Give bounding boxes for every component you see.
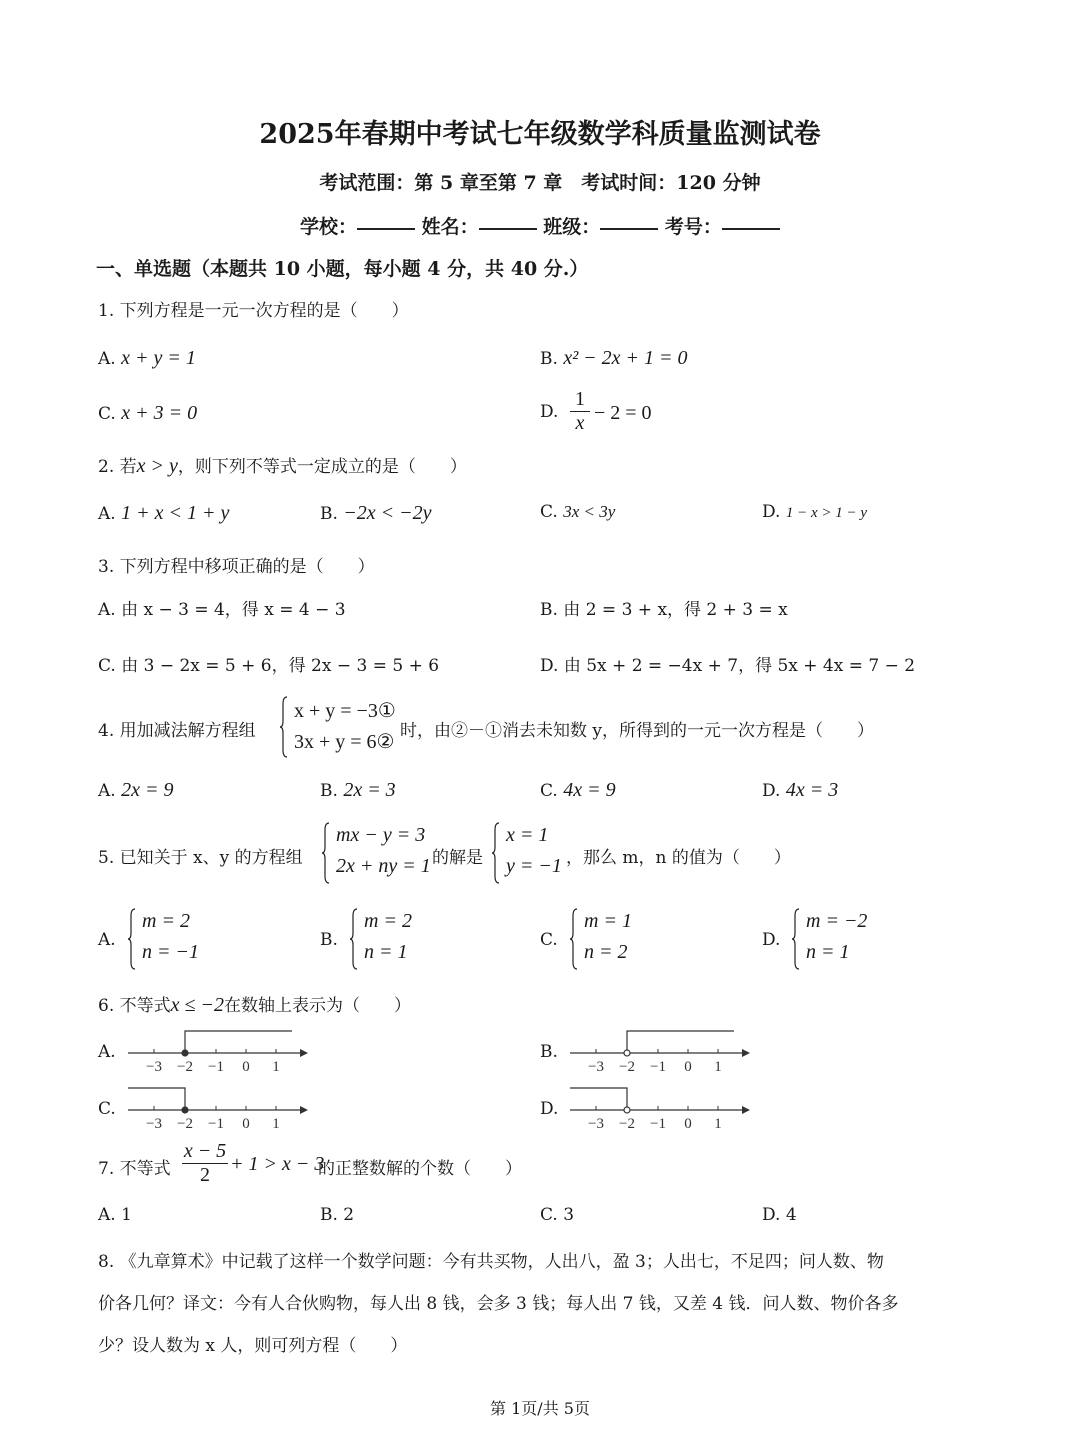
tick-label: 1 bbox=[272, 1059, 280, 1075]
q5-a-n: n = −1 bbox=[142, 941, 199, 963]
q5-a-m: m = 2 bbox=[142, 910, 190, 932]
q6-option-a-number-line bbox=[124, 1026, 314, 1076]
q4-option-d: D. 4x = 3 bbox=[762, 779, 839, 801]
q6-option-a-label: A. bbox=[98, 1042, 116, 1062]
q5-c-n: n = 2 bbox=[584, 941, 628, 963]
exam-number-blank bbox=[722, 227, 780, 230]
q4-stem-end: 时，由②－①消去未知数 y，所得到的一元一次方程是（ ） bbox=[400, 721, 875, 741]
tick-label: 1 bbox=[714, 1116, 722, 1132]
section-heading: 一、单选题（本题共 10 小题，每小题 4 分，共 40 分.） bbox=[96, 258, 589, 280]
brace-icon bbox=[128, 908, 136, 970]
q5-eq1: mx − y = 3 bbox=[336, 824, 426, 846]
q5-solution-system bbox=[492, 822, 572, 884]
q3-option-a: A. 由 x − 3 = 4，得 x = 4 − 3 bbox=[98, 600, 346, 620]
q1-option-a: A. x + y = 1 bbox=[98, 347, 196, 369]
tick-label: −1 bbox=[208, 1059, 224, 1075]
q4-eq1: x + y = −3① bbox=[294, 700, 396, 722]
q5-option-b bbox=[350, 908, 440, 970]
solution-ray bbox=[570, 1088, 627, 1110]
brace-icon bbox=[350, 908, 358, 970]
q3-option-c: C. 由 3 − 2x = 5 + 6，得 2x − 3 = 5 + 6 bbox=[98, 656, 440, 676]
q6-option-c-label: C. bbox=[98, 1099, 116, 1119]
q8-line-1: 8. 《九章算术》中记载了这样一个数学问题：今有共买物，人出八，盈 3；人出七，不足四；问人数、物 bbox=[98, 1252, 884, 1272]
tick-label: −1 bbox=[650, 1116, 666, 1132]
page-title: 2025年春期中考试七年级数学科质量监测试卷 bbox=[259, 119, 821, 150]
hollow-point bbox=[624, 1107, 630, 1113]
tick-label: 0 bbox=[242, 1116, 250, 1132]
q5-eq2: 2x + ny = 1 bbox=[336, 855, 431, 877]
q8-line-3: 少？设人数为 x 人，则可列方程（ ） bbox=[98, 1336, 408, 1356]
tick-label: −2 bbox=[177, 1059, 193, 1075]
q2-option-d: D. 1 − x > 1 − y bbox=[762, 502, 868, 522]
q1-option-d-rest: − 2 = 0 bbox=[594, 402, 652, 424]
name-blank bbox=[479, 227, 537, 230]
tick-label: 0 bbox=[684, 1116, 692, 1132]
q5-sol2: y = −1 bbox=[506, 855, 562, 877]
q1-option-d-label: D. bbox=[540, 402, 559, 422]
q6-option-b-number-line bbox=[566, 1026, 756, 1076]
q4-option-c: C. 4x = 9 bbox=[540, 779, 616, 801]
q7-stem-end: 的正整数解的个数（ ） bbox=[318, 1159, 522, 1179]
q1-stem: 1. 下列方程是一元一次方程的是（ ） bbox=[98, 301, 409, 321]
q7-option-d: D. 4 bbox=[762, 1205, 797, 1225]
tick-label: 0 bbox=[684, 1059, 692, 1075]
q4-eq2: 3x + y = 6② bbox=[294, 731, 395, 753]
arrow-icon bbox=[300, 1106, 308, 1114]
q5-option-d-label: D. bbox=[762, 930, 781, 950]
q4-option-b: B. 2x = 3 bbox=[320, 779, 396, 801]
q7-stem-start: 7. 不等式 bbox=[98, 1159, 171, 1179]
student-info-fields bbox=[300, 212, 780, 239]
tick-label: −3 bbox=[588, 1116, 604, 1132]
q2-option-a: A. 1 + x < 1 + y bbox=[98, 502, 230, 524]
q5-b-m: m = 2 bbox=[364, 910, 412, 932]
tick-label: −2 bbox=[619, 1116, 635, 1132]
solution-ray bbox=[128, 1088, 185, 1110]
q1-option-c: C. x + 3 = 0 bbox=[98, 402, 198, 424]
q7-expression: + 1 > x − 3 bbox=[230, 1153, 325, 1175]
brace-icon bbox=[492, 822, 500, 884]
q5-option-d bbox=[792, 908, 892, 970]
q7-numerator: x − 5 bbox=[183, 1140, 227, 1162]
q7-denominator: 2 bbox=[182, 1163, 228, 1187]
solid-point bbox=[182, 1107, 188, 1113]
q7-option-a: A. 1 bbox=[98, 1205, 132, 1225]
q5-option-a-label: A. bbox=[98, 930, 116, 950]
q5-stem-start: 5. 已知关于 x、y 的方程组 bbox=[98, 848, 303, 868]
q1-option-d-fraction: $\frac{1}{x}$ bbox=[570, 388, 590, 435]
q4-equation-system bbox=[280, 696, 410, 758]
q3-option-b: B. 由 2 = 3 + x，得 2 + 3 = x bbox=[540, 600, 788, 620]
class-blank bbox=[600, 227, 658, 230]
q5-stem-end: ，那么 m，n 的值为（ ） bbox=[566, 848, 791, 868]
q5-equation-system bbox=[322, 822, 432, 884]
q3-option-d: D. 由 5x + 2 = −4x + 7，得 5x + 4x = 7 − 2 bbox=[540, 656, 916, 676]
solid-point bbox=[182, 1050, 188, 1056]
q2-option-c: C. 3x < 3y bbox=[540, 502, 616, 522]
brace-icon bbox=[280, 696, 288, 758]
name-label: 姓名： bbox=[421, 216, 479, 238]
q6-option-b-label: B. bbox=[540, 1042, 558, 1062]
hollow-point bbox=[624, 1050, 630, 1056]
arrow-icon bbox=[742, 1049, 750, 1057]
q6-option-c-number-line bbox=[124, 1083, 314, 1133]
tick-label: −2 bbox=[619, 1059, 635, 1075]
q4-stem-start: 4. 用加减法解方程组 bbox=[98, 721, 256, 741]
q5-option-a bbox=[128, 908, 218, 970]
page-footer: 第 1页/共 5页 bbox=[490, 1399, 590, 1418]
q5-option-c-label: C. bbox=[540, 930, 558, 950]
q6-option-d-number-line bbox=[566, 1083, 756, 1133]
q8-line-2: 价各几何？译文：今有人合伙购物，每人出 8 钱，会多 3 钱；每人出 7 钱，又差 4 钱．问人数、物价各多 bbox=[98, 1294, 899, 1314]
tick-label: 1 bbox=[272, 1116, 280, 1132]
exam-scope: 考试范围：第 5 章至第 7 章 考试时间：120 分钟 bbox=[319, 172, 761, 194]
q5-d-n: n = 1 bbox=[806, 941, 850, 963]
q7-option-b: B. 2 bbox=[320, 1205, 355, 1225]
q7-option-c: C. 3 bbox=[540, 1205, 575, 1225]
class-label: 班级： bbox=[543, 216, 601, 238]
q1-option-b: B. x² − 2x + 1 = 0 bbox=[540, 347, 688, 369]
exam-number-label: 考号： bbox=[664, 216, 722, 238]
q2-stem: 2. 若x > y，则下列不等式一定成立的是（ ） bbox=[98, 455, 467, 477]
school-label: 学校： bbox=[300, 216, 358, 238]
brace-icon bbox=[322, 822, 330, 884]
tick-label: 0 bbox=[242, 1059, 250, 1075]
tick-label: −3 bbox=[146, 1116, 162, 1132]
tick-label: −3 bbox=[146, 1059, 162, 1075]
q2-option-b: B. −2x < −2y bbox=[320, 502, 432, 524]
q5-b-n: n = 1 bbox=[364, 941, 408, 963]
q6-option-d-label: D. bbox=[540, 1099, 559, 1119]
q6-stem: 6. 不等式x ≤ −2在数轴上表示为（ ） bbox=[98, 994, 411, 1016]
school-blank bbox=[357, 227, 415, 230]
tick-label: −2 bbox=[177, 1116, 193, 1132]
brace-icon bbox=[570, 908, 578, 970]
q5-option-b-label: B. bbox=[320, 930, 338, 950]
tick-label: −1 bbox=[208, 1116, 224, 1132]
tick-label: −1 bbox=[650, 1059, 666, 1075]
arrow-icon bbox=[300, 1049, 308, 1057]
q3-stem: 3. 下列方程中移项正确的是（ ） bbox=[98, 557, 375, 577]
arrow-icon bbox=[742, 1106, 750, 1114]
q5-sol1: x = 1 bbox=[506, 824, 549, 846]
brace-icon bbox=[792, 908, 800, 970]
q5-c-m: m = 1 bbox=[584, 910, 632, 932]
q5-d-m: m = −2 bbox=[806, 910, 868, 932]
tick-label: 1 bbox=[714, 1059, 722, 1075]
q5-option-c bbox=[570, 908, 660, 970]
q4-option-a: A. 2x = 9 bbox=[98, 779, 174, 801]
q7-fraction bbox=[182, 1140, 228, 1187]
q5-stem-mid: 的解是 bbox=[432, 848, 483, 868]
tick-label: −3 bbox=[588, 1059, 604, 1075]
